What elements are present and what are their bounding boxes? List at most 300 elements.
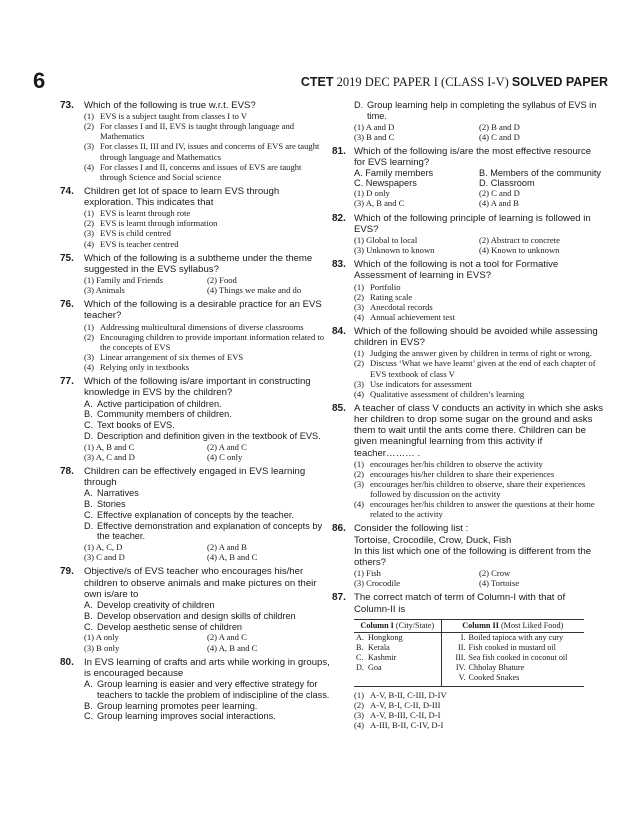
question-text: Which of the following is a subtheme under the theme suggested in the EVS syllabus? — [84, 252, 313, 275]
question-text: Children get lot of space to learn EVS through exploration. This indicates that — [84, 185, 280, 209]
option-number: (2) — [84, 331, 95, 342]
statement-text: Stories — [97, 499, 126, 510]
option-text: EVS is teacher centred — [100, 238, 179, 249]
page-header — [301, 75, 608, 90]
column-one-title: Column I — [360, 620, 394, 630]
answer-option: (2) C and D — [479, 188, 520, 199]
statement — [84, 611, 330, 622]
statement — [84, 510, 330, 521]
question-body — [60, 275, 330, 295]
column-two-title: Column II — [462, 620, 499, 630]
row-term: Hongkong — [368, 632, 403, 642]
answer-option: (2) A and B — [207, 542, 247, 553]
question-text: Objective/s of EVS teacher who encourages his/her children to observe animals and make pictures on their own is/are to — [84, 566, 317, 600]
question-block — [60, 657, 330, 723]
option-number: (1) — [354, 348, 365, 359]
question-block — [332, 146, 604, 209]
question-number: 75. — [60, 252, 74, 264]
option-text: A-III, B-II, C-IV, D-I — [370, 720, 444, 731]
statement-text: Develop observation and design skills of children — [97, 610, 296, 621]
option-number: (4) — [354, 311, 365, 322]
row-term: Kerala — [368, 642, 390, 652]
answer-option: (2) Crow — [479, 568, 511, 579]
statement-letter: D. — [354, 100, 364, 110]
answer-option: (2) Abstract to concrete — [479, 234, 560, 245]
answer-option — [354, 720, 604, 730]
answer-option — [354, 459, 604, 469]
question-text: Which of the following principle of learning is followed in EVS? — [354, 212, 591, 235]
option-text: EVS is a subject taught from classes I to V — [100, 111, 248, 122]
row-food: Boiled tapioca with any cury — [468, 632, 564, 642]
answer-options-grid — [84, 542, 330, 562]
option-text: Linear arrangement of six themes of EVS — [100, 351, 244, 362]
option-number: (2) — [354, 468, 365, 479]
question-body — [332, 535, 604, 589]
column-two-cell — [441, 653, 584, 663]
answer-option: (4) A, B and C — [207, 552, 258, 563]
option-text: For classes I and II, EVS is taught through language and Mathematics — [100, 121, 295, 142]
option-text: For classes II, III and IV, issues and concerns of EVS are taught through language and Mathematics — [100, 141, 320, 162]
answer-options-grid — [354, 568, 604, 588]
option-number: (2) — [84, 218, 95, 229]
option-text: encourages his/her children to share their experiences — [370, 468, 555, 479]
statement-letter: B. — [84, 499, 93, 510]
row-food: Sea fish cooked in coconut oil — [468, 652, 568, 662]
row-letter: C. — [356, 652, 364, 662]
statement-letter: D. — [84, 520, 94, 531]
column-two-subtitle: (Most Liked Food) — [498, 620, 564, 630]
table-row — [354, 643, 584, 653]
question-heading — [60, 566, 330, 600]
column-one-cell — [354, 673, 441, 687]
row-roman: I. — [460, 632, 466, 642]
table-row — [354, 653, 584, 663]
match-table — [354, 619, 584, 687]
answer-option — [354, 469, 604, 479]
answer-options-grid — [354, 122, 604, 142]
statement — [84, 600, 330, 611]
statement — [84, 488, 330, 499]
header-solved: SOLVED PAPER — [511, 75, 608, 89]
option-number: (2) — [354, 358, 365, 369]
statement-letter: C. — [84, 509, 94, 520]
statement — [84, 399, 330, 410]
question-block — [60, 100, 330, 182]
statement — [84, 420, 330, 431]
answer-option — [84, 162, 330, 182]
table-row — [354, 673, 584, 687]
column-one-header — [354, 619, 441, 632]
answer-option: (3) Animals — [84, 285, 125, 296]
option-number: (3) — [84, 228, 95, 239]
option-text: Use indicators for assessment — [370, 378, 472, 389]
option-number: (4) — [354, 720, 365, 731]
row-food: Fish cooked in mustard oil — [468, 642, 556, 652]
option-number: (1) — [354, 281, 365, 292]
statement-text: Develop creativity of children — [97, 600, 215, 611]
option-number: (1) — [84, 111, 95, 122]
statement-letter: C. — [84, 711, 94, 722]
option-text: Addressing multicultural dimensions of diverse classrooms — [100, 321, 304, 332]
statement — [84, 701, 330, 712]
option-number: (3) — [354, 709, 365, 720]
answer-option: (2) Food — [207, 275, 237, 286]
question-body — [332, 459, 604, 520]
answer-options-grid — [84, 275, 330, 295]
statement-item: B. Members of the community — [479, 168, 602, 179]
answer-option — [84, 228, 330, 238]
answer-options-grid — [84, 442, 330, 462]
column-one-cell — [354, 663, 441, 673]
statement-text: Description and definition given in the textbook of EVS. — [97, 430, 321, 441]
question-body — [60, 600, 330, 653]
option-text: For classes I and II, concerns and issues of EVS are taught through Science and Social science — [100, 161, 302, 182]
question-body — [60, 679, 330, 722]
statement — [84, 521, 330, 543]
question-block — [60, 253, 330, 296]
answer-option — [84, 111, 330, 121]
question-block — [332, 403, 604, 520]
question-heading — [332, 259, 604, 281]
answer-option: (4) C only — [207, 451, 243, 462]
option-text: A-V, B-II, C-III, D-IV — [370, 689, 447, 700]
option-text: Judging the answer given by children in terms of right or wrong. — [370, 348, 592, 359]
statement-text: Active participation of children. — [97, 398, 222, 409]
question-number: 80. — [60, 656, 74, 668]
row-letter: D. — [356, 662, 364, 672]
option-number: (4) — [84, 362, 95, 373]
option-number: (4) — [84, 161, 95, 172]
option-number: (1) — [354, 458, 365, 469]
question-text: Which of the following is/are important in constructing knowledge in EVS by the children? — [84, 376, 311, 399]
question-block — [60, 466, 330, 563]
question-line: In this list which one of the following is different from the others? — [354, 545, 592, 568]
statement-text: Develop aesthetic sense of children — [97, 621, 243, 632]
answer-option — [354, 710, 604, 720]
question-heading — [60, 253, 330, 275]
option-number: (1) — [84, 321, 95, 332]
statement-letter: C. — [84, 420, 94, 431]
option-text: A-V, B-I, C-II, D-III — [370, 699, 441, 710]
statement-letter: A. — [84, 488, 93, 499]
column-two-header — [441, 619, 584, 632]
column-two-cell — [441, 643, 584, 653]
answer-option — [84, 141, 330, 161]
question-number: 74. — [60, 185, 74, 197]
answer-option — [354, 348, 604, 358]
answer-option: (2) A and C — [207, 441, 247, 452]
answer-option: (4) A and B — [479, 198, 519, 209]
statement-letter: B. — [84, 409, 93, 420]
answer-option — [354, 389, 604, 399]
question-block — [60, 566, 330, 652]
question-block — [332, 213, 604, 256]
answer-option — [354, 302, 604, 312]
question-number: 82. — [332, 212, 346, 224]
question-body — [332, 100, 604, 142]
answer-options-grid — [354, 235, 604, 255]
statement-text: Narratives — [97, 488, 139, 499]
question-text: The correct match of term of Column-I with that of Column-II is — [354, 592, 566, 615]
answer-option — [354, 282, 604, 292]
question-body — [332, 282, 604, 322]
answer-option — [84, 362, 330, 372]
column-one-cell — [354, 632, 441, 643]
answer-option: (1) Fish — [354, 568, 381, 579]
question-heading — [60, 657, 330, 679]
answer-option: (3) Unknown to known — [354, 245, 435, 256]
row-roman: V. — [458, 672, 466, 682]
answer-option: (1) D only — [354, 188, 390, 199]
statement-item: C. Newspapers — [354, 178, 417, 189]
row-term: Kashmir — [368, 652, 397, 662]
answer-option — [354, 312, 604, 322]
row-food: Chholay Bhature — [468, 662, 525, 672]
question-body — [60, 322, 330, 372]
answer-option: (4) A, B and C — [207, 642, 258, 653]
row-roman: III. — [455, 652, 466, 662]
statement-letter: B. — [84, 610, 93, 621]
answer-option: (4) Tortoise — [479, 578, 520, 589]
option-number: (2) — [354, 291, 365, 302]
left-column — [60, 100, 330, 726]
row-food: Cooked Snakes — [468, 672, 520, 682]
statement — [84, 622, 330, 633]
question-block — [332, 100, 604, 142]
answer-option — [84, 121, 330, 141]
statement — [84, 679, 330, 701]
statement — [84, 409, 330, 420]
statement-grid — [354, 168, 604, 188]
question-number: 84. — [332, 325, 346, 337]
option-text: Discuss ‘What we have learnt’ given at the end of each chapter of EVS textbook of class V — [370, 358, 596, 379]
question-body — [60, 399, 330, 462]
answer-option: (1) A, C, D — [84, 542, 123, 553]
option-text: Anecdotal records — [370, 301, 433, 312]
question-number: 81. — [332, 145, 346, 157]
option-number: (1) — [354, 689, 365, 700]
question-heading — [60, 100, 330, 111]
question-number: 87. — [332, 592, 346, 604]
statement-letter: A. — [84, 600, 93, 611]
question-number: 79. — [60, 566, 74, 578]
statement-text: Effective explanation of concepts by the teacher. — [97, 509, 294, 520]
column-one-cell — [354, 653, 441, 663]
question-heading — [60, 186, 330, 208]
row-roman: IV. — [455, 662, 466, 672]
statement — [84, 499, 330, 510]
match-table-block — [332, 619, 604, 730]
answer-option — [84, 352, 330, 362]
question-line: Tortoise, Crocodile, Crow, Duck, Fish — [354, 534, 512, 546]
question-text: In EVS learning of crafts and arts while working in groups, is encouraged because — [84, 656, 330, 679]
option-number: (3) — [354, 301, 365, 312]
question-block — [60, 299, 330, 372]
question-block — [332, 592, 604, 614]
option-text: encourages her/his children to answer the questions at their home related to the activity — [370, 499, 595, 520]
question-heading — [332, 326, 604, 348]
answer-option: (1) A only — [84, 632, 119, 643]
question-heading — [332, 592, 604, 614]
answer-options-grid — [84, 632, 330, 652]
option-text: A-V, B-III, C-II, D-I — [370, 709, 441, 720]
option-text: Qualitative assessment of children’s learning — [370, 388, 525, 399]
question-text: Children can be effectively engaged in EVS learning through — [84, 465, 306, 489]
page-number: 6 — [33, 68, 46, 93]
option-number: (2) — [354, 699, 365, 710]
option-text: Relying only in textbooks — [100, 362, 190, 373]
statement-letter: C. — [84, 621, 94, 632]
statement — [84, 431, 330, 442]
option-text: EVS is child centred — [100, 228, 171, 239]
statement-text: Group learning improves social interactions. — [97, 711, 276, 722]
question-text: Which of the following should be avoided while assessing children in EVS? — [354, 325, 598, 349]
answer-option — [354, 358, 604, 378]
option-number: (3) — [354, 479, 365, 490]
answer-option: (1) A and D — [354, 121, 395, 132]
question-heading — [332, 403, 604, 459]
answer-option: (4) Things we make and do — [207, 285, 302, 296]
question-number: 78. — [60, 465, 74, 477]
right-column — [332, 100, 604, 730]
statement-letter: B. — [84, 700, 93, 711]
answer-option: (3) A, B and C — [354, 198, 405, 209]
column-two-cell — [441, 632, 584, 643]
answer-option: (3) A, C and D — [84, 451, 135, 462]
option-text: Encouraging children to provide important information related to the concepts of EVS — [100, 331, 325, 352]
column-one-cell — [354, 643, 441, 653]
question-heading — [332, 146, 604, 168]
answer-option — [354, 379, 604, 389]
answer-option: (2) A and C — [207, 632, 247, 643]
answer-option — [354, 700, 604, 710]
option-number: (3) — [84, 141, 95, 152]
option-text: encourages her/his children to observe the activity — [370, 458, 543, 469]
column-one-subtitle: (City/State) — [393, 620, 435, 630]
question-number: 83. — [332, 259, 346, 271]
answer-option — [354, 499, 604, 519]
option-text: Annual achievement test — [370, 311, 455, 322]
question-body — [332, 348, 604, 398]
option-text: Portfolio — [370, 281, 401, 292]
answer-option: (3) B only — [84, 642, 120, 653]
option-text: EVS is learnt through information — [100, 218, 218, 229]
question-number: 76. — [60, 299, 74, 311]
table-row — [354, 632, 584, 643]
option-text: encourages her/his children to observe, share their experiences followed by discussion on the activity — [370, 479, 586, 500]
answer-option: (3) C and D — [84, 552, 125, 563]
row-roman: II. — [458, 642, 466, 652]
option-number: (4) — [84, 238, 95, 249]
header-title: 2019 DEC PAPER I (CLASS I-V) — [333, 75, 512, 89]
statement-text: Text books of EVS. — [97, 420, 175, 431]
row-letter: B. — [356, 642, 364, 652]
statement-letter: A. — [84, 398, 93, 409]
question-body — [60, 208, 330, 248]
table-row — [354, 663, 584, 673]
question-text: A teacher of class V conducts an activity in which she asks her children to drop some sugar on the ground and asks them to wait until the ants come there. Children can be given meaningful learning from this activity if teacher……… . — [354, 402, 604, 459]
statement-text: Group learning help in completing the syllabus of EVS in time. — [367, 100, 597, 121]
answer-option: (1) Global to local — [354, 234, 418, 245]
answer-option: (1) A, B and C — [84, 441, 135, 452]
option-number: (1) — [84, 208, 95, 219]
answer-option — [354, 479, 604, 499]
option-number: (4) — [354, 388, 365, 399]
question-number: 73. — [60, 100, 74, 111]
answer-option — [84, 208, 330, 218]
question-heading — [60, 376, 330, 398]
statement-item: A. Family members — [354, 168, 434, 179]
question-text: Consider the following list : — [354, 523, 469, 535]
question-text: Which of the following is not a tool for Formative Assessment of learning in EVS? — [354, 259, 559, 282]
question-number: 86. — [332, 523, 346, 535]
question-body — [332, 168, 604, 208]
statement-text: Effective demonstration and explanation of concepts by the teacher. — [97, 520, 323, 542]
header-ctet: CTET — [300, 75, 334, 89]
row-term: Goa — [368, 662, 382, 672]
answer-option: (3) Crocodile — [354, 578, 401, 589]
statement — [354, 100, 604, 122]
answer-option — [84, 322, 330, 332]
question-text: Which of the following is/are the most effective resource for EVS learning? — [354, 145, 592, 168]
option-text: Rating scale — [370, 291, 413, 302]
question-heading — [60, 299, 330, 321]
statement-text: Group learning promotes peer learning. — [97, 700, 258, 711]
answer-option: (3) B and C — [354, 131, 395, 142]
question-body — [60, 111, 330, 182]
question-heading — [332, 213, 604, 235]
statement-letter: A. — [84, 679, 93, 690]
answer-option — [84, 332, 330, 352]
answer-option — [84, 239, 330, 249]
column-two-cell — [441, 673, 584, 687]
statement — [84, 711, 330, 722]
answer-option: (1) Family and Friends — [84, 275, 164, 286]
column-two-cell — [441, 663, 584, 673]
option-number: (4) — [354, 499, 365, 510]
question-heading — [332, 523, 604, 534]
statement-item: D. Classroom — [479, 178, 535, 189]
question-heading — [60, 466, 330, 488]
option-number: (2) — [84, 121, 95, 132]
question-body — [332, 235, 604, 255]
statement-letter: D. — [84, 430, 94, 441]
answer-option: (4) C and D — [479, 131, 520, 142]
answer-option: (2) B and D — [479, 121, 520, 132]
question-block — [332, 523, 604, 588]
question-block — [60, 186, 330, 249]
option-number: (3) — [354, 378, 365, 389]
question-block — [60, 376, 330, 462]
answer-options-grid — [354, 188, 604, 208]
option-number: (3) — [84, 351, 95, 362]
option-text: EVS is learnt through rote — [100, 208, 191, 219]
answer-option — [354, 292, 604, 302]
question-text: Which of the following is a desirable practice for an EVS teacher? — [84, 299, 322, 322]
answer-option — [84, 218, 330, 228]
statement-text: Community members of children. — [97, 409, 232, 420]
question-block — [332, 326, 604, 399]
question-text: Which of the following is true w.r.t. EVS? — [84, 100, 256, 111]
question-number: 77. — [60, 376, 74, 388]
question-body — [60, 488, 330, 562]
row-letter: A. — [356, 632, 364, 642]
statement-text: Group learning is easier and very effective strategy for teachers to tackle the problem of indiscipline of the class. — [97, 679, 330, 700]
answer-option — [354, 690, 604, 700]
question-number: 85. — [332, 402, 346, 414]
answer-option: (4) Known to unknown — [479, 245, 560, 256]
question-block — [332, 259, 604, 322]
